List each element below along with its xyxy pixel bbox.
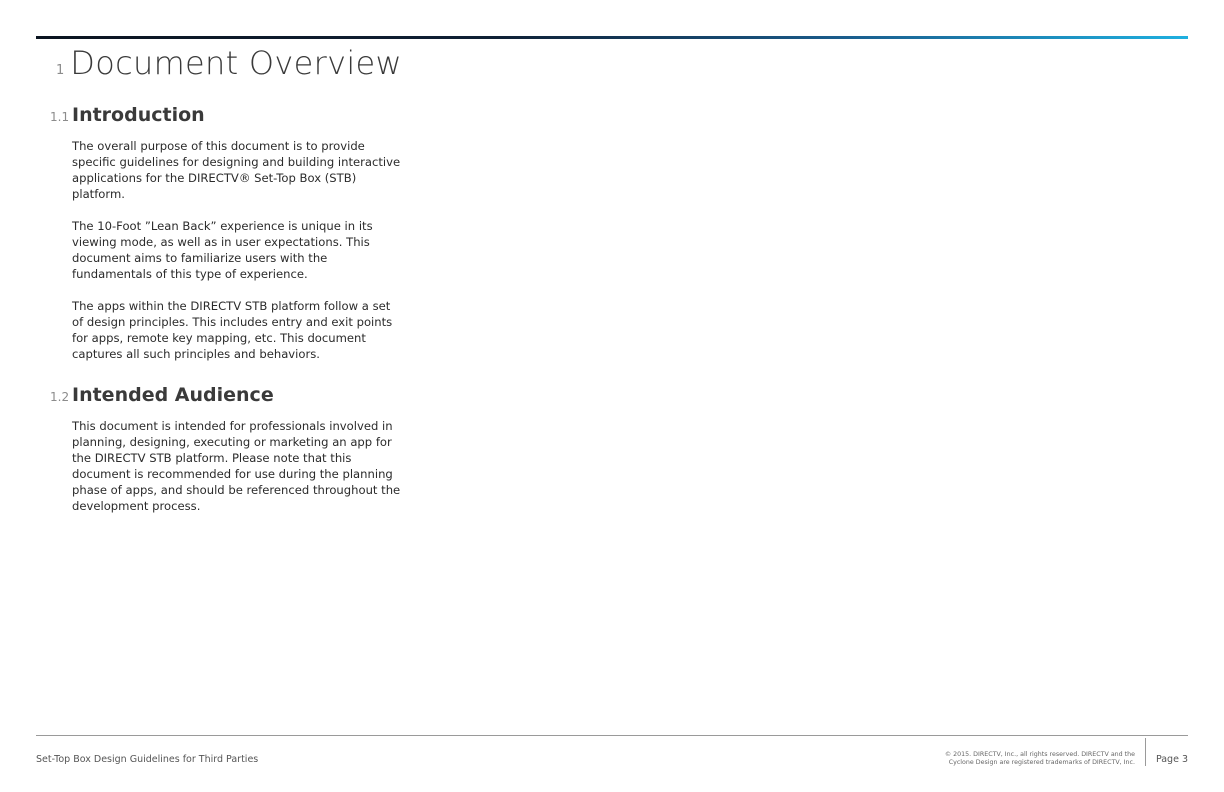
- footer-rule: [36, 735, 1188, 736]
- paragraph: The 10-Foot ”Lean Back” experience is unique in its viewing mode, as well as in user expectations. This document aims to familiarize users with the fundamentals of this type of experience.: [72, 219, 373, 281]
- section-number: 1.1: [50, 110, 70, 124]
- section-title: Introduction: [72, 104, 205, 126]
- page-number: Page 3: [1155, 754, 1188, 765]
- section-title: Intended Audience: [72, 384, 274, 406]
- paragraph: The overall purpose of this document is to provide specific guidelines for designing and building interactive applications for the DIRECTV® Set-Top Box (STB) platform.: [72, 139, 401, 201]
- chapter-heading: [56, 44, 402, 82]
- footer-legal-notice: [945, 751, 1135, 767]
- header-gradient-rule: [36, 36, 1188, 39]
- paragraph: The apps within the DIRECTV STB platform follow a set of design principles. This includes entry and exit points for apps, remote key mapping, etc. This document captures all such principles and behaviors.: [72, 299, 393, 361]
- footer-divider: [1145, 738, 1146, 766]
- section-heading: [50, 104, 410, 132]
- section-introduction: [50, 104, 410, 362]
- page-title: Document Overview: [70, 44, 402, 82]
- section-body: [72, 138, 410, 362]
- section-intended-audience: [50, 384, 410, 514]
- section-heading: [50, 384, 410, 412]
- chapter-number: 1: [56, 63, 65, 78]
- paragraph: This document is intended for professionals involved in planning, designing, executing or marketing an app for the DIRECTV STB platform. Please note that this document is recommended for use during the planning phase of apps, and should be referenced throughout the development process.: [72, 419, 401, 513]
- legal-line: Cyclone Design are registered trademarks of DIRECTV, Inc.: [948, 759, 1135, 766]
- legal-line: © 2015. DIRECTV, Inc., all rights reserved. DIRECTV and the: [944, 751, 1135, 758]
- footer-document-title: Set-Top Box Design Guidelines for Third Parties: [36, 754, 259, 765]
- section-number: 1.2: [50, 390, 70, 404]
- section-body: [72, 418, 410, 514]
